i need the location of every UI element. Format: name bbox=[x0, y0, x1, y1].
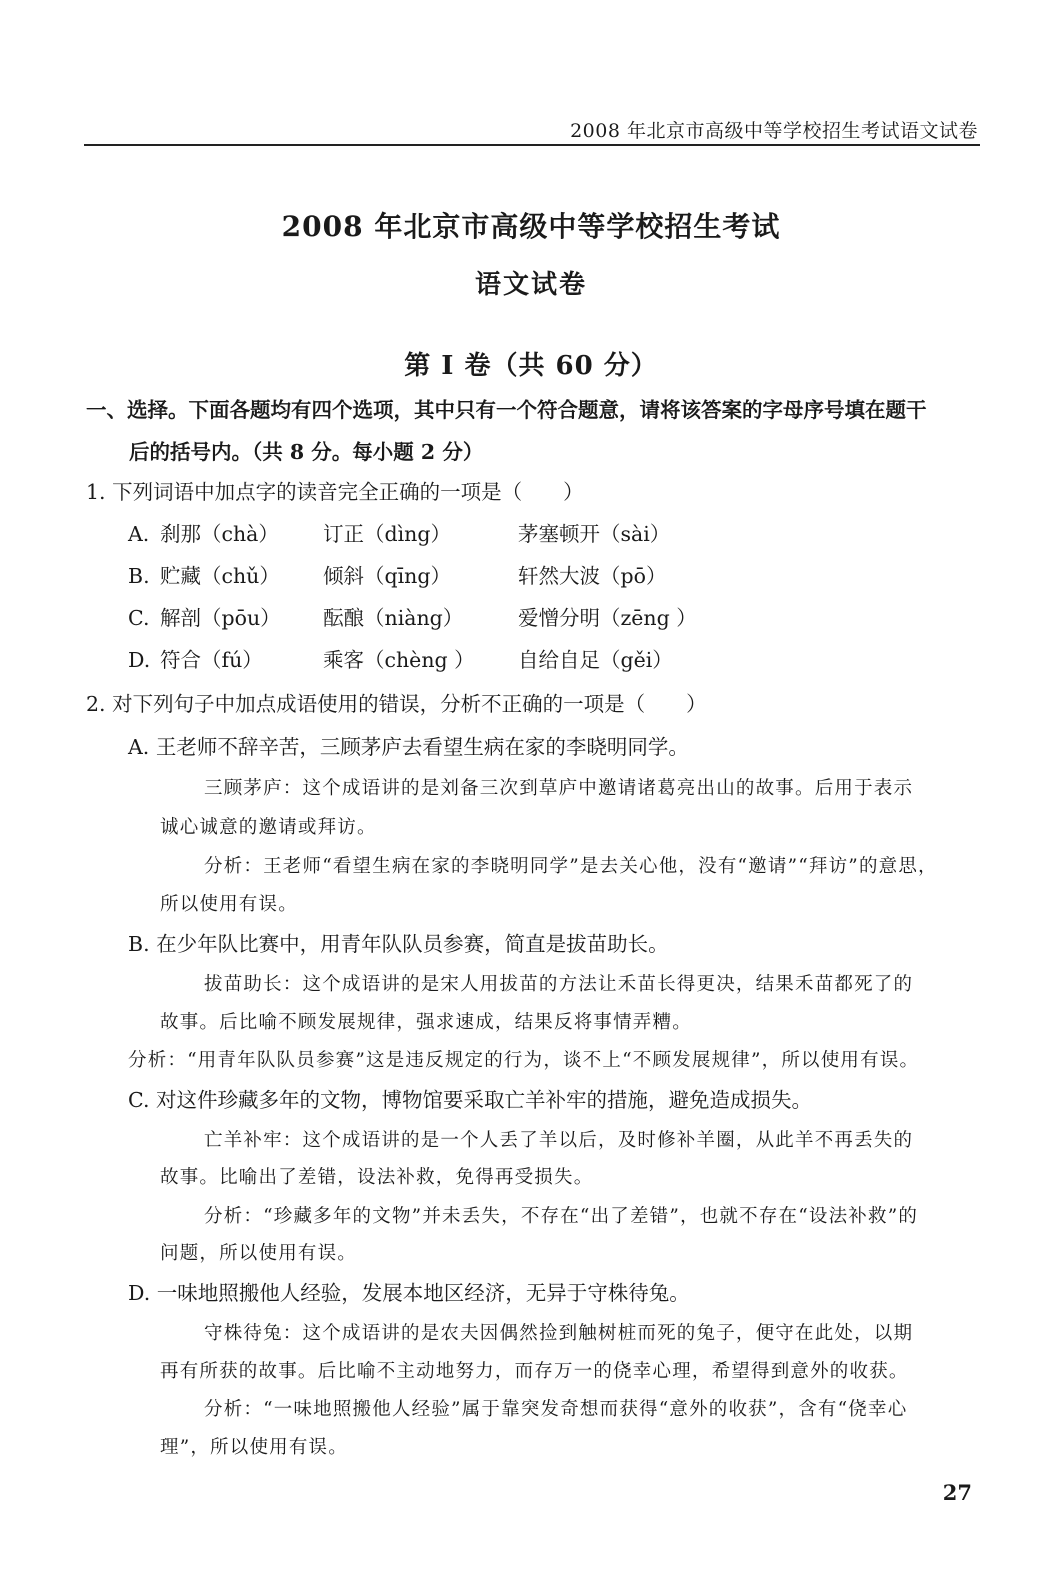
q2-option-a-sentence: A. 王老师不辞辛苦，三顾茅庐去看望生病在家的李晓明同学。 bbox=[128, 735, 689, 759]
option-item: 刹那（chà） bbox=[160, 522, 279, 546]
option-label: A. bbox=[128, 522, 150, 546]
option-item: 爱憎分明（zēng ） bbox=[518, 606, 697, 630]
option-label: D. bbox=[128, 648, 151, 672]
q2-c-note2-line2: 问题，所以使用有误。 bbox=[160, 1243, 358, 1264]
option-item: 倾斜（qīng） bbox=[323, 564, 452, 588]
option-label: B. bbox=[128, 564, 150, 588]
q2-option-d-sentence: D. 一味地照搬他人经验，发展本地区经济，无异于守株待兔。 bbox=[128, 1281, 690, 1305]
q2-c-note1-line1: 亡羊补牢：这个成语讲的是一个人丢了羊以后，及时修补羊圈，从此羊不再丢失的 bbox=[204, 1130, 914, 1151]
option-label: C. bbox=[128, 606, 150, 630]
q2-option-c-sentence: C. 对这件珍藏多年的文物，博物馆要采取亡羊补牢的措施，避免造成损失。 bbox=[128, 1088, 812, 1112]
q2-option-b-sentence: B. 在少年队比赛中，用青年队队员参赛，简直是拔苗助长。 bbox=[128, 932, 669, 956]
question-2-stem: 2. 对下列句子中加点成语使用的错误，分析不正确的一项是（ ） bbox=[86, 692, 707, 716]
option-item: 订正（dìng） bbox=[323, 522, 452, 546]
q2-c-note2-line1: 分析：“珍藏多年的文物”并未丢失，不存在“出了差错”，也就不存在“设法补救”的 bbox=[204, 1206, 919, 1227]
question-1-stem: 1. 下列词语中加点字的读音完全正确的一项是（ ） bbox=[86, 480, 584, 504]
exam-subtitle: 语文试卷 bbox=[474, 270, 587, 300]
q2-d-note1-line1: 守株待兔：这个成语讲的是农夫因偶然捡到触树桩而死的兔子，便守在此处，以期 bbox=[204, 1323, 914, 1344]
option-item: 自给自足（gěi） bbox=[518, 648, 673, 672]
q2-a-note2-line2: 所以使用有误。 bbox=[160, 894, 298, 915]
section-heading-line2: 后的括号内。（共 8 分。每小题 2 分） bbox=[129, 440, 484, 464]
q2-d-note1-line2: 再有所获的故事。后比喻不主动地努力，而存万一的侥幸心理，希望得到意外的收获。 bbox=[160, 1361, 909, 1382]
section-heading-line1: 一、选择。下面各题均有四个选项，其中只有一个符合题意，请将该答案的字母序号填在题干 bbox=[86, 398, 927, 422]
option-item: 茅塞顿开（sài） bbox=[518, 522, 671, 546]
exam-title: 2008 年北京市高级中等学校招生考试 bbox=[281, 210, 781, 243]
running-header: 2008 年北京市高级中等学校招生考试语文试卷 bbox=[570, 120, 978, 142]
page-number: 27 bbox=[942, 1480, 972, 1505]
part-title: 第 I 卷（共 60 分） bbox=[404, 351, 658, 381]
q2-d-note2-line2: 理”，所以使用有误。 bbox=[160, 1437, 348, 1458]
option-item: 酝酿（niàng） bbox=[323, 606, 464, 630]
option-item: 贮藏（chǔ） bbox=[160, 564, 280, 588]
option-item: 解剖（pōu） bbox=[160, 606, 281, 630]
option-item: 乘客（chèng ） bbox=[323, 648, 475, 672]
q2-a-note2-line1: 分析：王老师“看望生病在家的李晓明同学”是去关心他，没有“邀请”“拜访”的意思， bbox=[204, 856, 938, 877]
option-item: 符合（fú） bbox=[160, 648, 263, 672]
header-rule bbox=[84, 144, 980, 146]
q2-d-note2-line1: 分析：“一味地照搬他人经验”属于靠突发奇想而获得“意外的收获”，含有“侥幸心 bbox=[204, 1399, 908, 1420]
q2-b-note1-line2: 故事。后比喻不顾发展规律，强求速成，结果反将事情弄糟。 bbox=[160, 1012, 692, 1033]
q2-a-note1-line2: 诚心诚意的邀请或拜访。 bbox=[160, 817, 377, 838]
q2-b-note1-line1: 拔苗助长：这个成语讲的是宋人用拔苗的方法让禾苗长得更决，结果禾苗都死了的 bbox=[204, 974, 914, 995]
q2-c-note1-line2: 故事。比喻出了差错，设法补救，免得再受损失。 bbox=[160, 1167, 594, 1188]
q2-b-note2-line1: 分析：“用青年队队员参赛”这是违反规定的行为，谈不上“不顾发展规律”，所以使用有误。 bbox=[128, 1050, 920, 1071]
option-item: 轩然大波（pō） bbox=[518, 564, 667, 588]
q2-a-note1-line1: 三顾茅庐：这个成语讲的是刘备三次到草庐中邀请诸葛亮出山的故事。后用于表示 bbox=[204, 778, 914, 799]
